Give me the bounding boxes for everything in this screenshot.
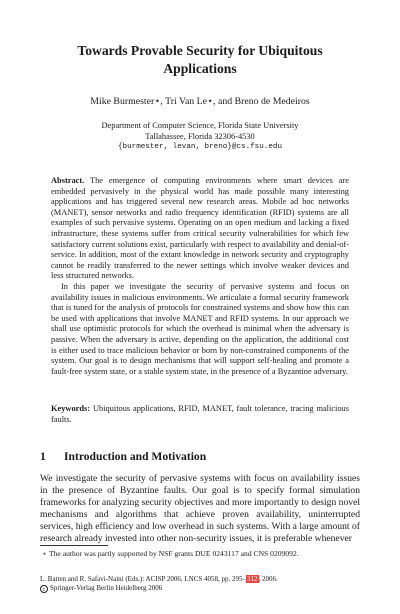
- copyright-text: Springer-Verlag Berlin Heidelberg 2006: [50, 584, 163, 593]
- copyright-icon: c: [40, 585, 48, 593]
- abstract-label: Abstract.: [51, 176, 85, 185]
- footnote-text: The author was partly supported by NSF grants DUE 0243117 and CNS 0209092.: [49, 549, 299, 558]
- author-list: Mike Burmester⋆, Tri Van Le⋆, and Breno de Medeiros: [90, 96, 310, 107]
- section-number: 1: [40, 450, 46, 463]
- abstract-paragraph-1: [51, 176, 349, 282]
- publication-footer: [40, 575, 360, 594]
- page-end-highlight: 312: [247, 575, 258, 583]
- citation-prefix: L. Batten and R. Safavi-Naini (Eds.): ACISP 2006, LNCS 4058, pp. 295–: [40, 575, 247, 583]
- citation-suffix: , 2006.: [258, 575, 278, 583]
- footnote: [40, 549, 360, 559]
- abstract-text-1: The emergence of computing environments where smart devices are embedded pervasively in the physical world has made possible many interesting applications and has triggered several new research areas. Mobile ad hoc networks (MANET), sensor networks and radio frequency identification (RFID) systems are all examples of such pervasive systems. Operating on an open medium and lacking a fixed infrastructure, these systems suffer from critical security vulnerabilities for which few satisfactory current solutions exist, particularly with respect to availability and denial-of-service. In addition, most of the extant knowledge in network security and cryptography cannot be readily transferred to the newer settings which involve weaker devices and less structured networks.: [51, 176, 349, 281]
- footnote-divider: [40, 545, 108, 546]
- city: Tallahassee, Florida 32306-4530: [145, 132, 255, 141]
- section-heading: [40, 450, 360, 464]
- paper-title: Towards Provable Security for Ubiquitous Applications: [77, 43, 323, 76]
- affiliation-block: [40, 120, 360, 153]
- abstract: [51, 176, 349, 377]
- keywords-text: Ubiquitous applications, RFID, MANET, fault tolerance, tracing malicious faults.: [51, 404, 350, 424]
- intro-paragraph: We investigate the security of pervasive systems with focus on availability issues in the presence of Byzantine faults. Our goal is to specify formal simulation frameworks for analyzing security objectives and more importantly to design novel mechanisms and algorithms that achieve proven availability, uninterrupted services, high efficiency and low overhead in such systems. With a large amount of research already invested into other non-security issues, it is preferable whenever: [40, 473, 360, 545]
- author-emails: {burmester, levan, breno}@cs.fsu.edu: [117, 143, 283, 151]
- keywords-label: Keywords:: [51, 404, 91, 413]
- section-title: Introduction and Motivation: [64, 450, 207, 463]
- citation-line: [40, 575, 360, 584]
- footnote-mark: ⋆: [42, 549, 47, 558]
- abstract-paragraph-2: In this paper we investigate the security of pervasive systems and focus on availability issues in malicious environments. We articulate a formal security framework that is tuned for the analysis of protocols for constrained systems and show how this can be used with applications that involve MANET and RFID systems. In our approach we shall use optimistic protocols for which the overhead is minimal when the adversary is passive. When the adversary is active, depending on the application, the additional cost is either used to trace malicious behavior or born by non-constrained components of the system. Our goal is to design mechanisms that will support self-healing and promote a fault-free system state, or a stable system state, in the presence of a Byzantine adversary.: [51, 281, 349, 376]
- keywords: [51, 404, 349, 425]
- department: Department of Computer Science, Florida State University: [101, 121, 299, 130]
- copyright-line: [40, 584, 360, 593]
